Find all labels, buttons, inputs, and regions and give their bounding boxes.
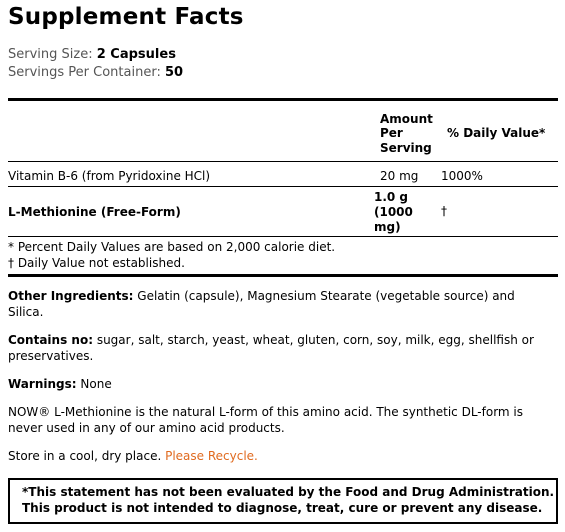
warnings-label: Warnings:: [8, 377, 77, 391]
amount-header-1: Amount: [380, 112, 433, 126]
footnote-dagger: † Daily Value not established.: [8, 256, 185, 270]
divider: [8, 161, 558, 162]
servings-per-container-label: Servings Per Container:: [8, 65, 161, 80]
amount-header-2: Per: [380, 126, 403, 140]
serving-size-value: 2 Capsules: [96, 47, 176, 62]
nutrient-daily-value: †: [441, 204, 447, 218]
thick-divider: [8, 98, 558, 101]
footnote-daily-value: * Percent Daily Values are based on 2,000 calorie diet.: [8, 240, 336, 254]
serving-size: [8, 47, 176, 62]
other-ingredients-label: Other Ingredients:: [8, 289, 134, 303]
thick-divider: [8, 274, 558, 277]
description-line-2: never used in any of our amino acid products.: [8, 421, 285, 435]
nutrient-name: Vitamin B-6 (from Pyridoxine HCl): [8, 169, 211, 183]
other-ingredients-text: Gelatin (capsule), Magnesium Stearate (vegetable source) and: [137, 289, 515, 303]
contains-no-text-2: preservatives.: [8, 349, 94, 363]
fda-disclaimer-line-1: *This statement has not been evaluated by the Food and Drug Administration.: [22, 485, 555, 499]
other-ingredients-text-2: Silica.: [8, 305, 44, 319]
storage-text: Store in a cool, dry place.: [8, 449, 162, 463]
amount-header-3: Serving: [380, 141, 432, 155]
warnings: [8, 377, 112, 391]
nutrient-daily-value: 1000%: [441, 169, 483, 183]
fda-disclaimer-line-2: This product is not intended to diagnose, treat, cure or prevent any disease.: [22, 501, 543, 515]
divider: [8, 186, 558, 187]
nutrient-amount-3: mg): [374, 220, 401, 234]
nutrient-name: L-Methionine (Free-Form): [8, 205, 181, 219]
nutrient-amount-1: 1.0 g: [374, 190, 409, 204]
nutrient-amount-2: (1000: [374, 205, 413, 219]
servings-per-container: [8, 65, 183, 80]
other-ingredients: [8, 289, 515, 303]
contains-no: [8, 333, 534, 347]
storage-note: [8, 449, 258, 463]
servings-per-container-value: 50: [164, 65, 184, 80]
divider: [8, 236, 558, 237]
warnings-value: None: [80, 377, 112, 391]
nutrient-amount: 20 mg: [380, 169, 419, 183]
recycle-note: Please Recycle.: [165, 449, 258, 463]
page-title: Supplement Facts: [8, 4, 244, 30]
serving-size-label: Serving Size:: [8, 47, 93, 62]
daily-value-header: % Daily Value*: [447, 126, 546, 140]
contains-no-text: sugar, salt, starch, yeast, wheat, gluten, corn, soy, milk, egg, shellfish or: [96, 333, 534, 347]
contains-no-label: Contains no:: [8, 333, 93, 347]
description-line-1: NOW® L-Methionine is the natural L-form of this amino acid. The synthetic DL-form is: [8, 405, 524, 419]
